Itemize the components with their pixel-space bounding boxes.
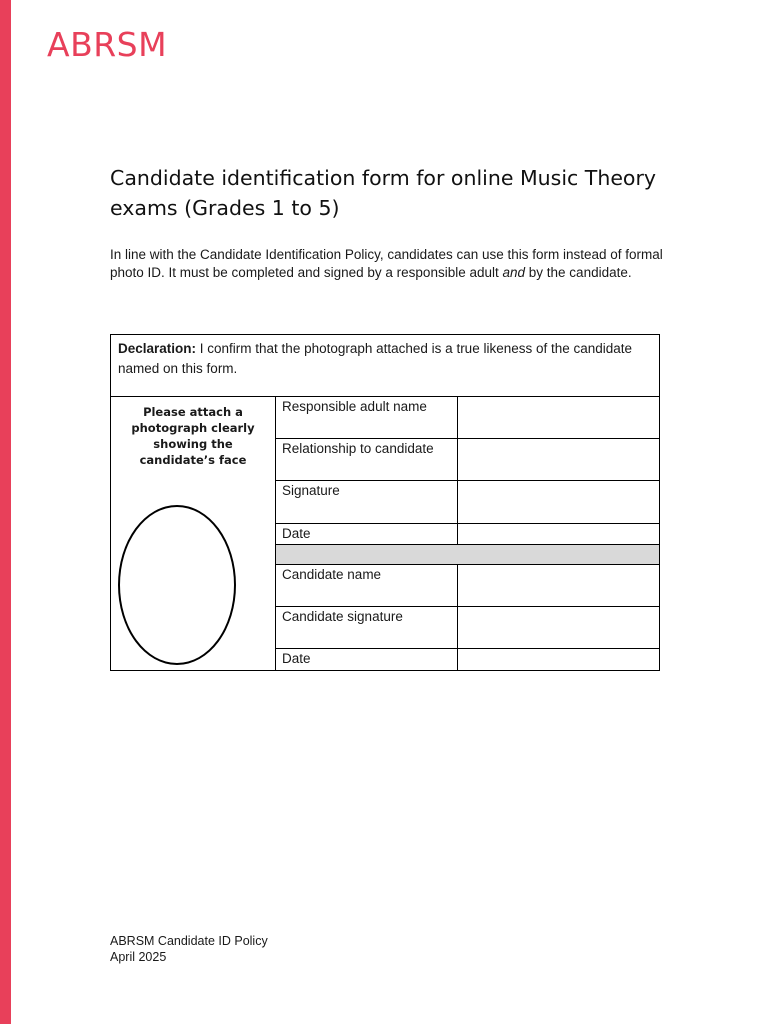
left-accent-bar [0, 0, 11, 1024]
adult-name-field[interactable] [458, 397, 660, 439]
intro-text-start: In line with the Candidate Identification Policy, candidates can use this form instead of formal photo ID. It must be completed and signed by a responsible adult [110, 247, 663, 280]
relationship-label: Relationship to candidate [276, 439, 458, 481]
intro-paragraph [110, 246, 670, 282]
candidate-date-field[interactable] [458, 649, 660, 671]
page-title: Candidate identification form for online Music Theory exams (Grades 1 to 5) [110, 166, 657, 220]
candidate-signature-label: Candidate signature [276, 607, 458, 649]
candidate-signature-field[interactable] [458, 607, 660, 649]
photo-instruction: Please attach a photograph clearly showing the candidate’s face [131, 405, 255, 467]
declaration-cell [111, 335, 660, 397]
adult-name-label: Responsible adult name [276, 397, 458, 439]
identification-form-table [110, 334, 660, 671]
candidate-name-label: Candidate name [276, 565, 458, 607]
candidate-name-field[interactable] [458, 565, 660, 607]
adult-signature-label: Signature [276, 481, 458, 524]
adult-signature-field[interactable] [458, 481, 660, 524]
footer-policy: ABRSM Candidate ID Policy [110, 934, 268, 948]
intro-text-end: by the candidate. [525, 265, 632, 280]
declaration-label: Declaration: [118, 341, 197, 356]
photo-oval-placeholder [118, 505, 236, 665]
adult-date-field[interactable] [458, 524, 660, 545]
abrsm-logo: ABRSM [47, 25, 168, 64]
declaration-text: I confirm that the photograph attached is a true likeness of the candidate named on this form. [118, 341, 633, 376]
footer-date: April 2025 [110, 950, 167, 964]
relationship-field[interactable] [458, 439, 660, 481]
adult-date-label: Date [276, 524, 458, 545]
intro-emphasis: and [502, 265, 526, 280]
photo-area [111, 397, 276, 671]
footer [110, 933, 268, 965]
candidate-date-label: Date [276, 649, 458, 671]
separator-row [276, 545, 660, 565]
